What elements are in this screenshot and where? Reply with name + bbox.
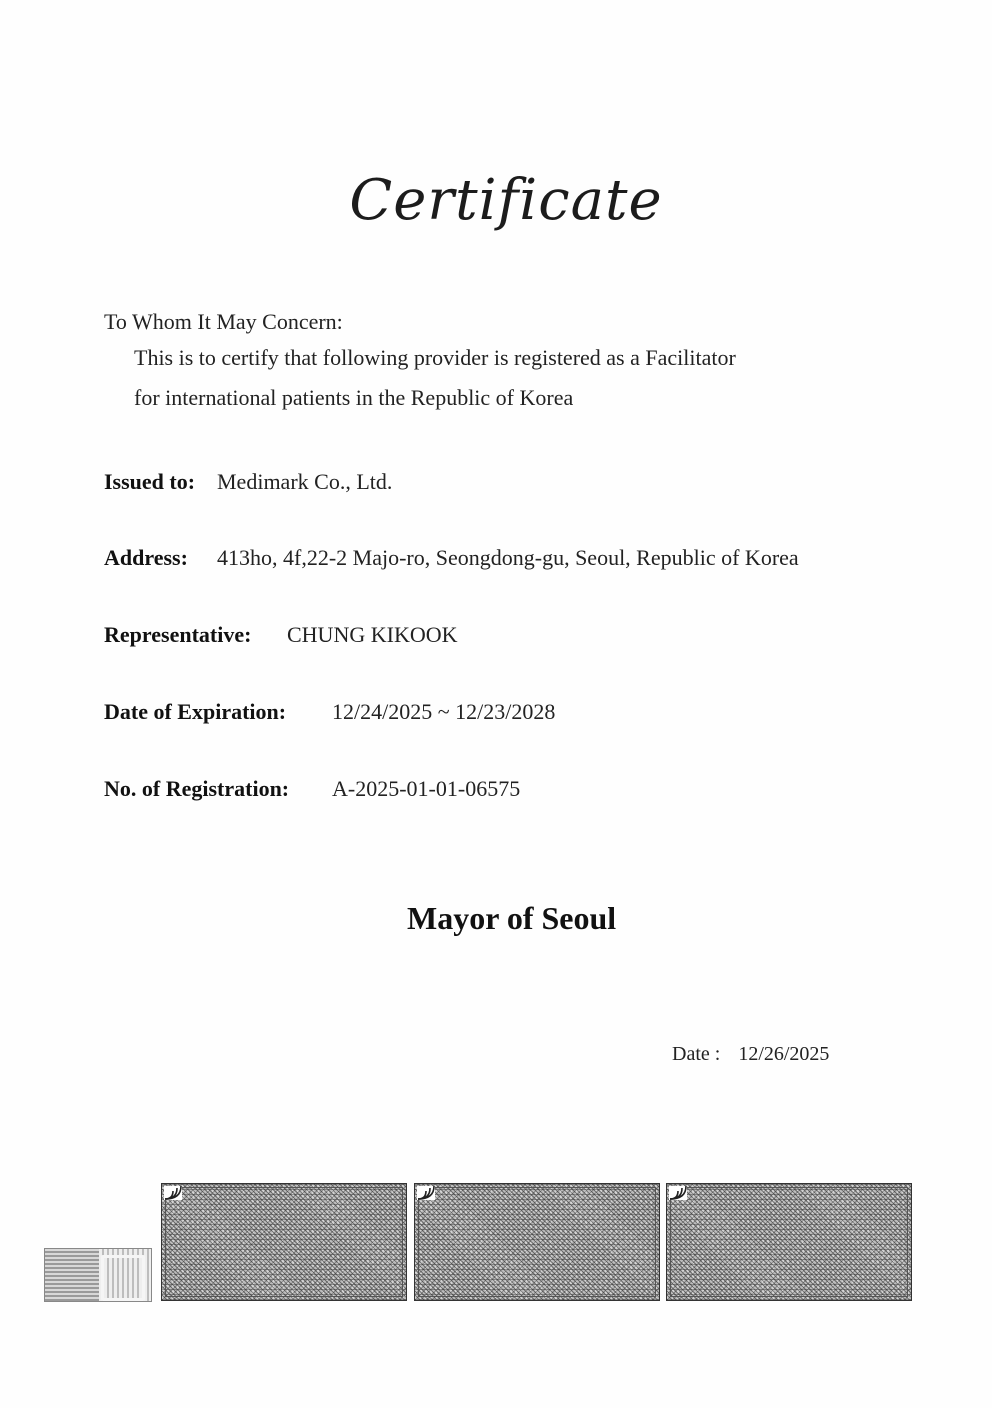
issue-date-value: 12/26/2025 — [738, 1043, 830, 1065]
scan-signal-icon — [417, 1186, 435, 1200]
issuer-name: Mayor of Seoul — [407, 900, 617, 936]
representative-label: Representative: — [104, 622, 252, 647]
expiration-value: 12/24/2025 ~ 12/23/2028 — [332, 699, 556, 724]
verification-code-2 — [414, 1183, 660, 1301]
scan-signal-icon — [164, 1186, 182, 1200]
issue-date-label: Date : — [672, 1043, 721, 1065]
address-value: 413ho, 4f,22-2 Majo-ro, Seongdong-gu, Seoul, Republic of Korea — [217, 545, 799, 570]
issued-to-value: Medimark Co., Ltd. — [217, 469, 393, 494]
issue-date — [672, 1043, 829, 1066]
issued-to-label: Issued to: — [104, 469, 196, 494]
scan-signal-icon — [669, 1186, 687, 1200]
address-label: Address: — [104, 545, 188, 570]
representative-value: CHUNG KIKOOK — [287, 622, 458, 647]
certificate-title: Certificate — [349, 168, 663, 233]
expiration-label: Date of Expiration: — [104, 699, 287, 724]
registration-label: No. of Registration: — [104, 776, 290, 801]
verification-code-1 — [161, 1183, 407, 1301]
verification-code-3 — [666, 1183, 912, 1301]
copy-stamp-icon — [44, 1248, 152, 1302]
certification-statement-line-2: for international patients in the Republic of Korea — [134, 385, 574, 410]
registration-value: A-2025-01-01-06575 — [332, 776, 521, 801]
salutation: To Whom It May Concern: — [104, 309, 343, 334]
certification-statement-line-1: This is to certify that following provider is registered as a Facilitator — [134, 345, 736, 370]
